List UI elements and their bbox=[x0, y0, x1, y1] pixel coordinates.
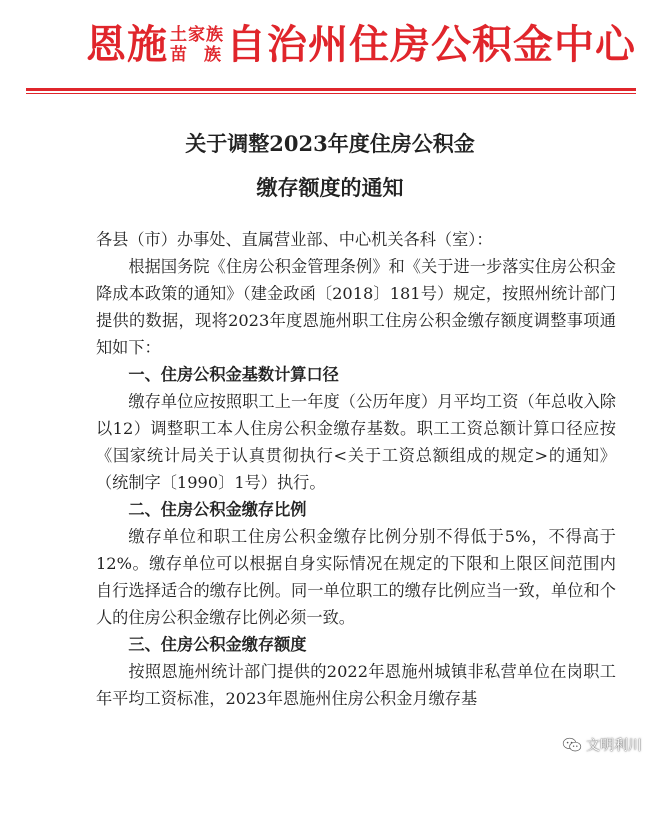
document-body bbox=[96, 226, 616, 712]
section2-heading: 二、住房公积金缴存比例 bbox=[128, 500, 307, 519]
masthead-part2: 自治州住房公积金中心 bbox=[226, 21, 636, 68]
masthead-rule-thin bbox=[26, 93, 636, 94]
masthead-stack-line1: 土家族 bbox=[170, 25, 224, 45]
masthead-ethnic-stack bbox=[170, 25, 224, 65]
masthead-rule-thick bbox=[26, 88, 636, 91]
salutation: 各县（市）办事处、直属营业部、中心机关各科（室）： bbox=[96, 230, 493, 249]
wechat-icon bbox=[562, 737, 582, 753]
section3-heading: 三、住房公积金缴存额度 bbox=[128, 635, 307, 654]
section1-paragraph: 缴存单位应按照职工上一年度（公历年度）月平均工资（年总收入除以12）调整职工本人住房公积金缴存基数。职工工资总额计算口径应按《国家统计局关于认真贯彻执行<关于工资总额组成的规定>的通知》（统制字〔1990〕1号）执行。 bbox=[96, 392, 616, 492]
watermark bbox=[562, 735, 642, 755]
section1-heading: 一、住房公积金基数计算口径 bbox=[128, 365, 339, 384]
section2-paragraph: 缴存单位和职工住房公积金缴存比例分别不得低于5%，不得高于12%。缴存单位可以根据自身实际情况在规定的下限和上限区间范围内自行选择适合的缴存比例。同一单位职工的缴存比例应当一致，单位和个人的住房公积金缴存比例必须一致。 bbox=[96, 527, 616, 627]
masthead bbox=[86, 10, 636, 80]
masthead-part1: 恩施 bbox=[86, 21, 168, 68]
masthead-stack-line2: 苗 族 bbox=[170, 45, 221, 65]
section3-paragraph: 按照恩施州统计部门提供的2022年恩施州城镇非私营单位在岗职工年平均工资标准，2023年恩施州住房公积金月缴存基 bbox=[96, 662, 616, 708]
watermark-text: 文明利川 bbox=[586, 738, 642, 754]
document-title-line2: 缴存额度的通知 bbox=[256, 175, 404, 200]
intro-paragraph: 根据国务院《住房公积金管理条例》和《关于进一步落实住房公积金降成本政策的通知》（建金政函〔2018〕181号）规定，按照州统计部门提供的数据，现将2023年度恩施州职工住房公积金缴存额度调整事项通知如下： bbox=[96, 257, 616, 357]
document-title-line1: 关于调整2023年度住房公积金 bbox=[185, 131, 475, 156]
